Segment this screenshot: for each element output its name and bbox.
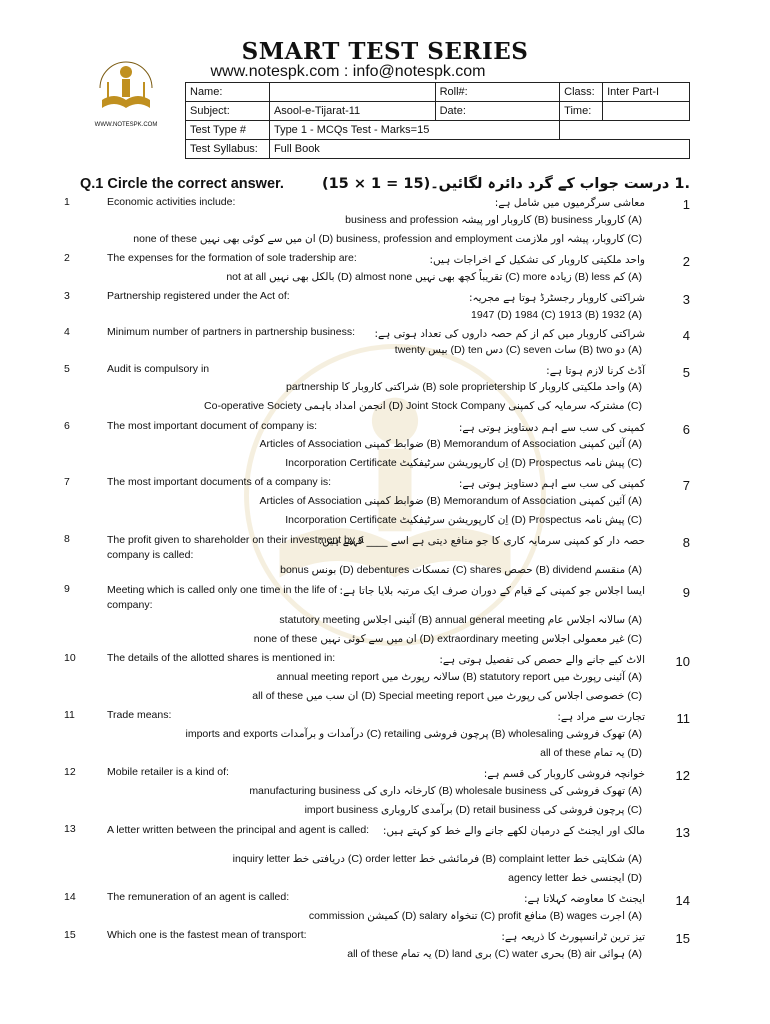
question-number: 10 (64, 652, 76, 664)
options-row[interactable]: annual meeting report سالانہ رپورٹ میں (B) statutory report آئینی رپورٹ میں (A) (276, 671, 642, 683)
class-value: Inter Part-I (603, 83, 690, 102)
question-number-urdu: 6 (682, 422, 690, 437)
question-text-urdu: آڈٹ کرنا لازم ہوتا ہے: (546, 365, 645, 377)
question-number-urdu: 8 (682, 535, 690, 550)
section-heading-urdu: .1 درست جواب کے گرد دائرہ لگائیں۔(15 = 1 × 15) (321, 176, 690, 192)
question-number: 11 (64, 709, 75, 721)
options-row[interactable]: all of these ان سب میں (D) Special meeting report خصوصی اجلاس کی رپورٹ میں (C) (252, 690, 642, 702)
question-text-urdu: کمپنی کی سب سے اہم دستاویز ہوتی ہے: (458, 422, 645, 434)
options-row[interactable]: all of these یہ تمام (D) (540, 747, 642, 759)
syllabus-value: Full Book (269, 140, 689, 159)
question-text: The remuneration of an agent is called: (107, 891, 290, 903)
options-row[interactable]: bonus بونس (D) debentures تمسکات (C) shares حصص (B) dividend منقسم (A) (280, 564, 642, 576)
question-text: Audit is compulsory in (107, 363, 210, 375)
question-text-urdu: حصہ دار کو کمپنی سرمایہ کاری کا جو منافع دیتی ہے اسے ____ کہتے ہیں: (318, 535, 645, 547)
question-number-urdu: 1 (682, 197, 690, 212)
options-row[interactable]: commission کمیشن (D) salary تنخواہ (C) profit منافع (B) wages اجرت (A) (308, 910, 642, 922)
question-text-urdu: معاشی سرگرمیوں میں شامل ہے: (494, 197, 645, 209)
options-row[interactable]: all of these یہ تمام (D) land بری (C) water بحری (B) air ہوائی (A) (347, 948, 642, 960)
question-number-urdu: 11 (676, 711, 690, 726)
logo-caption: WWW.NOTESPK.COM (94, 122, 158, 128)
question-number-urdu: 14 (675, 893, 690, 908)
options-row[interactable]: none of these ان میں سے کوئی نہیں (D) extraordinary meeting غیر معمولی اجلاس (C) (253, 633, 642, 645)
section-heading: Q.1 Circle the correct answer. (80, 176, 284, 192)
question-number: 4 (64, 326, 70, 338)
question-number-urdu: 13 (675, 825, 690, 840)
question-text-urdu: تیز ترین ٹرانسپورٹ کا ذریعہ ہے: (501, 931, 645, 943)
question-text-urdu: واحد ملکیتی کاروبار کی تشکیل کے اخراجات ہیں: (429, 254, 645, 266)
question-number-urdu: 12 (675, 768, 690, 783)
question-number: 12 (64, 766, 76, 778)
question-number: 8 (64, 533, 70, 545)
date-label: Date: (435, 102, 560, 121)
question-number-urdu: 15 (675, 931, 690, 946)
question-text-urdu: کمپنی کی سب سے اہم دستاویز ہوتی ہے: (458, 478, 645, 490)
options-row[interactable]: twenty بیس (D) ten دس (C) seven سات (B) two دو (A) (394, 344, 642, 356)
options-row[interactable]: manufacturing business کارخانہ داری کی (B) wholesale business تھوک فروشی کی (A) (249, 785, 642, 797)
question-number: 1 (64, 196, 70, 208)
test-type-label: Test Type # (186, 121, 270, 140)
options-row[interactable]: inquiry letter دریافتی خط (C) order letter فرمائشی خط (B) complaint letter شکایتی خط (A) (232, 853, 642, 865)
time-label: Time: (560, 102, 603, 121)
question-text: The details of the allotted shares is mentioned in: (107, 652, 336, 664)
question-number: 15 (64, 929, 76, 941)
options-row[interactable]: Articles of Association ضوابط کمپنی (B) Memorandum of Association آئین کمپنی (A) (259, 495, 642, 507)
class-label: Class: (560, 83, 603, 102)
question-number: 6 (64, 420, 70, 432)
question-text-urdu: ایسا اجلاس جو کمپنی کے قیام کے دوران صرف ایک مرتبہ بلایا جاتا ہے: (339, 585, 645, 597)
roll-label: Roll#: (435, 83, 560, 102)
question-number-urdu: 3 (682, 292, 690, 307)
test-type-value: Type 1 - MCQs Test - Marks=15 (269, 121, 559, 140)
question-number: 3 (64, 290, 70, 302)
syllabus-label: Test Syllabus: (186, 140, 270, 159)
options-row[interactable]: import business برآمدی کاروباری (D) retail business پرچون فروشی کی (C) (304, 804, 642, 816)
question-number-urdu: 7 (682, 478, 690, 493)
question-text: The profit given to shareholder on their investment by a company is called: (107, 534, 364, 561)
question-text: Partnership registered under the Act of: (107, 290, 290, 302)
question-number-urdu: 10 (675, 654, 690, 669)
question-text-urdu: شراکتی کاروبار رجسٹرڈ ہوتا ہے مجریہ: (468, 292, 645, 304)
subject-label: Subject: (186, 102, 270, 121)
options-row[interactable]: partnership شراکتی کاروبار کا (B) sole proprietership واحد ملکیتی کاروبار کا (A) (286, 381, 642, 393)
options-row[interactable]: none of these ان میں سے کوئی بھی نہیں (D) business, profession and employment کاروبار، پیشہ اور ملازمت (C) (133, 233, 642, 245)
question-text-urdu: خوانچہ فروشی کاروبار کی قسم ہے: (483, 768, 645, 780)
question-text: The most important document of company is: (107, 420, 318, 432)
question-text: Economic activities include: (107, 196, 236, 208)
logo-icon (88, 48, 164, 124)
question-number-urdu: 4 (682, 328, 690, 343)
question-text: Mobile retailer is a kind of: (107, 766, 229, 778)
question-text-urdu: شراکتی کاروبار میں کم از کم حصہ داروں کی تعداد ہوتی ہے: (374, 328, 645, 340)
options-row[interactable]: statutory meeting آئینی اجلاس (B) annual general meeting سالانہ اجلاس عام (A) (279, 614, 642, 626)
question-number: 5 (64, 363, 70, 375)
question-number: 13 (64, 823, 76, 835)
options-row[interactable]: Incorporation Certificate اِن کارپوریشن سرٹیفکیٹ (D) Prospectus پیش نامہ (C) (285, 457, 642, 469)
question-number: 2 (64, 252, 70, 264)
options-row[interactable]: imports and exports درآمدات و برآمدات (C) retailing پرچون فروشی (B) wholesaling تھوک فروشی (A) (185, 728, 642, 740)
question-number-urdu: 5 (682, 365, 690, 380)
student-info-table (185, 82, 690, 159)
options-row[interactable]: 1947 (D) 1984 (C) 1913 (B) 1932 (A) (471, 309, 642, 321)
question-text: Which one is the fastest mean of transport: (107, 929, 307, 941)
question-text: Minimum number of partners in partnership business: (107, 326, 356, 338)
options-row[interactable]: business and profession کاروبار اور پیشہ (B) business کاروبار (A) (345, 214, 642, 226)
question-number: 7 (64, 476, 70, 488)
question-text-urdu: الاٹ کیے جانے والے حصص کی تفصیل ہوتی ہے: (439, 654, 645, 666)
name-field[interactable] (269, 83, 435, 102)
question-text-urdu: مالک اور ایجنٹ کے درمیان لکھے جانے والے خط کو کہتے ہیں: (382, 825, 645, 837)
question-text: Trade means: (107, 709, 172, 721)
options-row[interactable]: agency letter ایجنسی خط (D) (508, 872, 642, 884)
question-text-urdu: تجارت سے مراد ہے: (557, 711, 645, 723)
website-contact: www.notespk.com : info@notespk.com (210, 63, 486, 80)
test-series-title: SMART TEST SERIES (241, 38, 529, 65)
question-number-urdu: 9 (682, 585, 690, 600)
options-row[interactable]: Incorporation Certificate اِن کارپوریشن سرٹیفکیٹ (D) Prospectus پیش نامہ (C) (285, 514, 642, 526)
question-text: The most important documents of a company is: (107, 476, 332, 488)
question-text: The expenses for the formation of sole tradership are: (107, 252, 357, 264)
options-row[interactable]: Co-operative Society انجمن امداد باہمی (D) Joint Stock Company مشترکہ سرمایہ کی کمپنی (C) (204, 400, 642, 412)
time-field[interactable] (603, 102, 690, 121)
question-text: Meeting which is called only one time in the life of company: (107, 584, 337, 611)
options-row[interactable]: not at all بالکل بھی نہیں (D) almost none تقریباً کچھ بھی نہیں (C) more زیادہ (B) less کم (A) (226, 271, 642, 283)
subject-value: Asool-e-Tijarat-11 (269, 102, 435, 121)
name-label: Name: (186, 83, 270, 102)
question-number: 9 (64, 583, 70, 595)
options-row[interactable]: Articles of Association ضوابط کمپنی (B) Memorandum of Association آئین کمپنی (A) (259, 438, 642, 450)
question-number-urdu: 2 (682, 254, 690, 269)
question-text: A letter written between the principal and agent is called: (107, 824, 370, 836)
question-text-urdu: ایجنٹ کا معاوضہ کہلاتا ہے: (523, 893, 645, 905)
question-number: 14 (64, 891, 76, 903)
